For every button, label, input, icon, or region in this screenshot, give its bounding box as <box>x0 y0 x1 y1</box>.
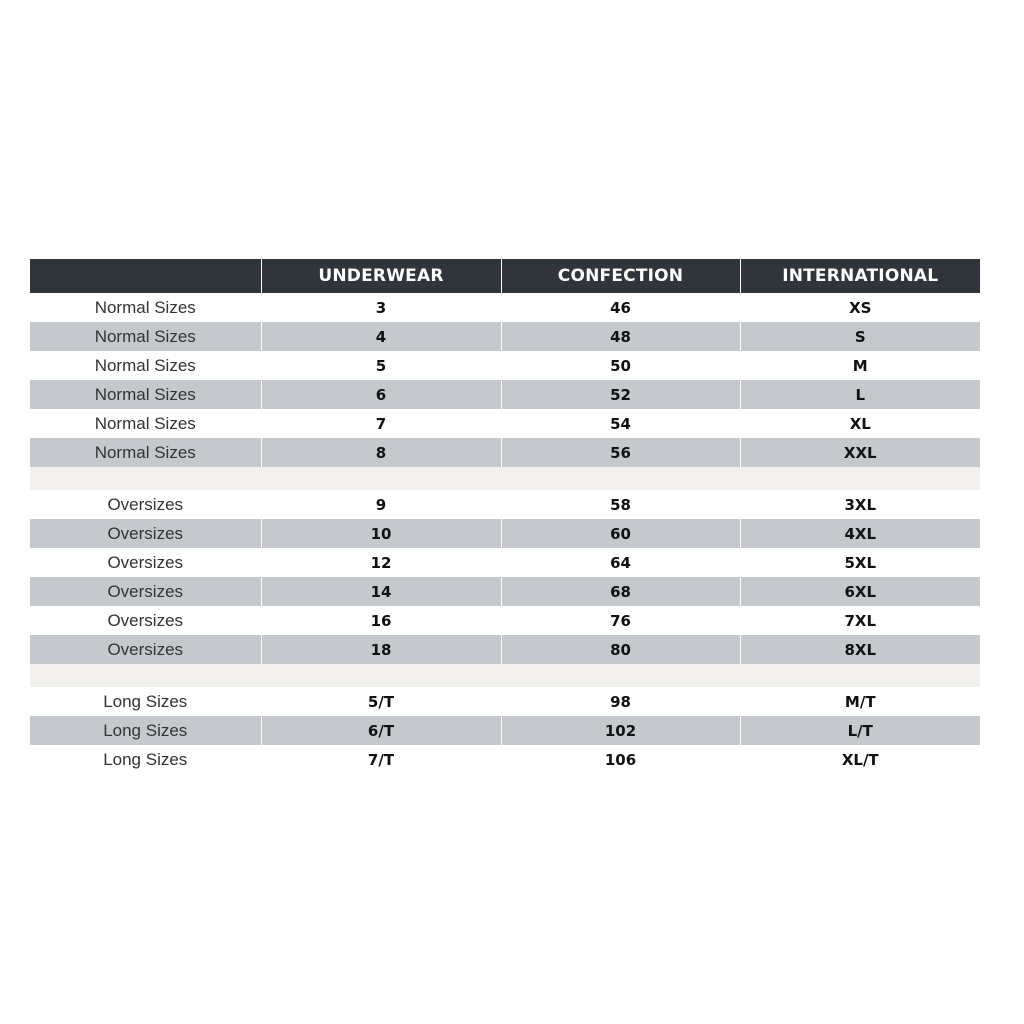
confection-cell: 60 <box>501 519 740 548</box>
confection-cell: 102 <box>501 716 740 745</box>
confection-cell: 64 <box>501 548 740 577</box>
size-group-label: Normal Sizes <box>30 351 261 380</box>
group-separator <box>30 467 980 490</box>
size-group-label: Long Sizes <box>30 745 261 774</box>
table-row <box>30 519 980 548</box>
underwear-cell: 8 <box>261 438 501 467</box>
size-group-label: Oversizes <box>30 606 261 635</box>
confection-cell: 52 <box>501 380 740 409</box>
table-row <box>30 548 980 577</box>
confection-cell: 58 <box>501 490 740 519</box>
header-international: INTERNATIONAL <box>740 259 980 293</box>
international-cell: M/T <box>740 687 980 716</box>
size-group-label: Normal Sizes <box>30 293 261 322</box>
table-row <box>30 687 980 716</box>
international-cell: 4XL <box>740 519 980 548</box>
international-cell: XS <box>740 293 980 322</box>
table-row <box>30 577 980 606</box>
confection-cell: 76 <box>501 606 740 635</box>
international-cell: XXL <box>740 438 980 467</box>
confection-cell: 54 <box>501 409 740 438</box>
underwear-cell: 16 <box>261 606 501 635</box>
underwear-cell: 4 <box>261 322 501 351</box>
table-row <box>30 490 980 519</box>
confection-cell: 98 <box>501 687 740 716</box>
underwear-cell: 7/T <box>261 745 501 774</box>
underwear-cell: 12 <box>261 548 501 577</box>
header-blank <box>30 259 261 293</box>
size-group-label: Oversizes <box>30 635 261 664</box>
international-cell: XL/T <box>740 745 980 774</box>
international-cell: 3XL <box>740 490 980 519</box>
header-confection: CONFECTION <box>501 259 740 293</box>
size-group-label: Normal Sizes <box>30 409 261 438</box>
underwear-cell: 18 <box>261 635 501 664</box>
underwear-cell: 5/T <box>261 687 501 716</box>
table-row <box>30 606 980 635</box>
international-cell: XL <box>740 409 980 438</box>
confection-cell: 80 <box>501 635 740 664</box>
underwear-cell: 6 <box>261 380 501 409</box>
confection-cell: 106 <box>501 745 740 774</box>
group-separator <box>30 664 980 687</box>
confection-cell: 46 <box>501 293 740 322</box>
table-row <box>30 351 980 380</box>
size-group-label: Oversizes <box>30 490 261 519</box>
table-row <box>30 293 980 322</box>
table-row <box>30 716 980 745</box>
underwear-cell: 7 <box>261 409 501 438</box>
size-group-label: Long Sizes <box>30 687 261 716</box>
size-group-label: Normal Sizes <box>30 438 261 467</box>
international-cell: L <box>740 380 980 409</box>
table-row <box>30 409 980 438</box>
underwear-cell: 5 <box>261 351 501 380</box>
confection-cell: 56 <box>501 438 740 467</box>
underwear-cell: 9 <box>261 490 501 519</box>
underwear-cell: 3 <box>261 293 501 322</box>
table-row <box>30 438 980 467</box>
table-row <box>30 745 980 774</box>
international-cell: S <box>740 322 980 351</box>
international-cell: 5XL <box>740 548 980 577</box>
size-group-label: Oversizes <box>30 577 261 606</box>
size-chart-table <box>30 259 980 774</box>
table-row <box>30 380 980 409</box>
confection-cell: 68 <box>501 577 740 606</box>
underwear-cell: 14 <box>261 577 501 606</box>
size-group-label: Oversizes <box>30 519 261 548</box>
table-row <box>30 635 980 664</box>
table-row <box>30 322 980 351</box>
confection-cell: 48 <box>501 322 740 351</box>
header-row <box>30 259 980 293</box>
header-underwear: UNDERWEAR <box>261 259 501 293</box>
underwear-cell: 10 <box>261 519 501 548</box>
size-group-label: Long Sizes <box>30 716 261 745</box>
international-cell: 7XL <box>740 606 980 635</box>
international-cell: 6XL <box>740 577 980 606</box>
international-cell: L/T <box>740 716 980 745</box>
international-cell: M <box>740 351 980 380</box>
size-group-label: Normal Sizes <box>30 380 261 409</box>
size-group-label: Oversizes <box>30 548 261 577</box>
underwear-cell: 6/T <box>261 716 501 745</box>
international-cell: 8XL <box>740 635 980 664</box>
confection-cell: 50 <box>501 351 740 380</box>
size-group-label: Normal Sizes <box>30 322 261 351</box>
